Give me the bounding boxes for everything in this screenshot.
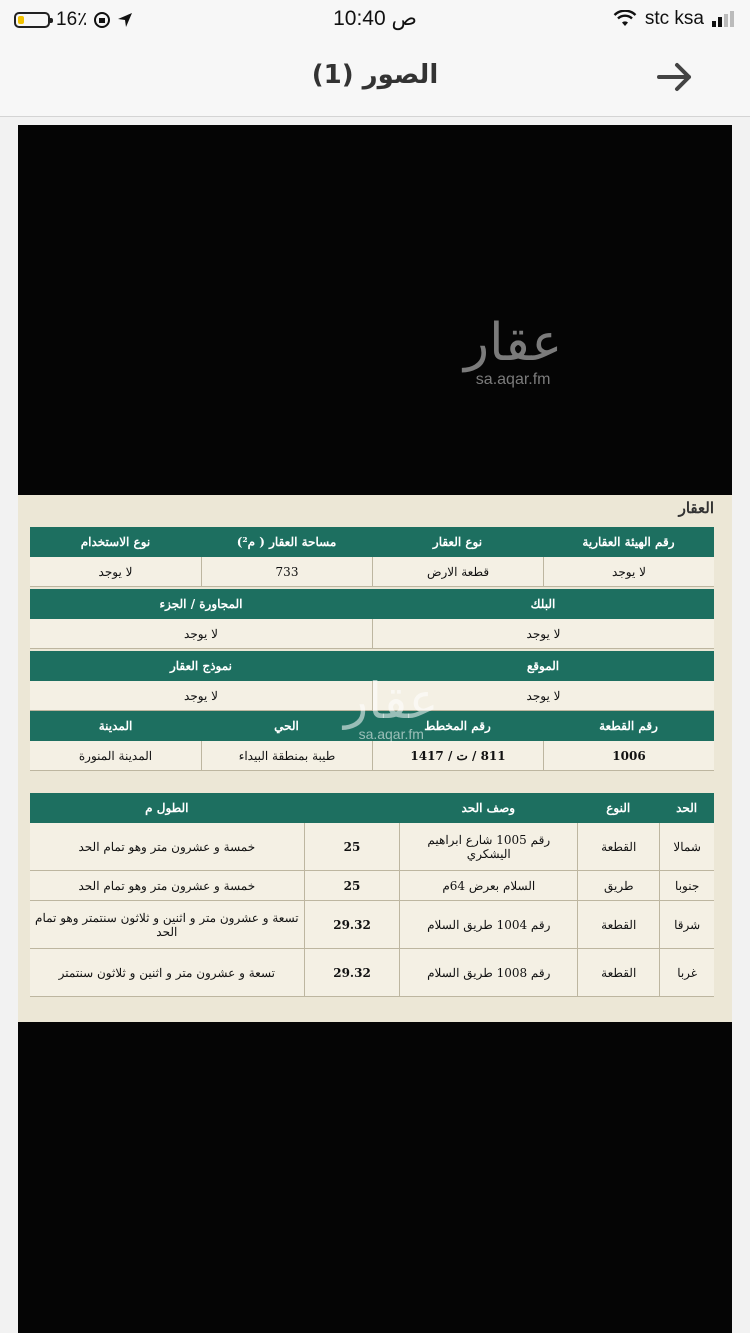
carrier-name: stc ksa <box>644 8 704 29</box>
navigation-bar <box>0 40 750 117</box>
table-row <box>30 557 714 587</box>
table-row <box>30 949 714 997</box>
battery-percent: 16٪ <box>56 9 88 30</box>
watermark-url: sa.aqar.fm <box>358 726 424 742</box>
status-bar <box>0 0 750 40</box>
value-cell: 25 <box>304 823 400 871</box>
document-title: العقار <box>678 499 714 517</box>
header-cell: النوع <box>606 801 631 815</box>
block-table <box>30 589 714 649</box>
header-cell: البلك <box>530 597 556 611</box>
value-cell: 1006 <box>543 741 714 771</box>
value-cell: قطعة الارض <box>372 557 543 587</box>
watermark-url: sa.aqar.fm <box>475 371 551 388</box>
header-cell: نوع الاستخدام <box>80 535 151 549</box>
value-cell: لا يوجد <box>30 681 372 711</box>
value-cell: 733 <box>201 557 372 587</box>
header-cell: نموذج العقار <box>169 659 233 673</box>
table-row <box>30 901 714 949</box>
table-header <box>30 589 714 619</box>
value-cell: طيبة بمنطقة البيداء <box>201 741 372 771</box>
header-cell: الموقع <box>526 659 560 673</box>
value-cell: 25 <box>304 871 400 901</box>
arrow-right-icon <box>657 62 693 92</box>
header-cell: نوع العقار <box>432 535 483 549</box>
watermark-arabic: عقار <box>464 313 563 373</box>
header-cell: رقم المخطط <box>424 719 491 733</box>
value-cell: لا يوجد <box>543 557 714 587</box>
back-button[interactable] <box>652 54 698 100</box>
header-cell: الطول م <box>145 801 189 815</box>
table-row <box>30 823 714 871</box>
value-cell: شمالا <box>659 823 714 871</box>
value-cell: لا يوجد <box>372 681 714 711</box>
header-cell: مساحة العقار ( م²) <box>236 535 337 549</box>
status-right <box>613 8 736 30</box>
deed-document <box>18 495 732 1022</box>
value-cell: السلام بعرض 64م <box>399 871 577 901</box>
value-cell: جنوبا <box>659 871 714 901</box>
value-cell: طريق <box>577 871 659 901</box>
photo-viewer[interactable] <box>18 125 732 1333</box>
header-cell: وصف الحد <box>461 801 516 815</box>
value-cell: القطعة <box>577 823 659 871</box>
table-header <box>30 793 714 823</box>
header-cell: رقم الهيئة العقارية <box>582 535 675 549</box>
value-cell: خمسة و عشرون متر وهو تمام الحد <box>30 871 304 901</box>
table-row <box>30 619 714 649</box>
header-cell: الحي <box>274 719 299 733</box>
value-cell: تسعة و عشرون متر و اثنين و ثلاثون سنتمتر وهو تمام الحد <box>30 901 304 949</box>
value-cell: رقم 1008 طريق السلام <box>399 949 577 997</box>
table-header <box>30 527 714 557</box>
value-cell: لا يوجد <box>372 619 714 649</box>
value-cell: القطعة <box>577 949 659 997</box>
value-cell: رقم 1005 شارع ابراهيم اليشكري <box>399 823 577 871</box>
value-cell: رقم 1004 طريق السلام <box>399 901 577 949</box>
header-cell: المدينة <box>98 719 133 733</box>
header-cell: الحد <box>676 801 698 815</box>
value-cell: 811 / ت / 1417 <box>372 741 543 771</box>
watermark-arabic: عقار <box>344 672 439 730</box>
value-cell: تسعة و عشرون متر و اثنين و ثلاثون سنتمتر <box>30 949 304 997</box>
table-row <box>30 741 714 771</box>
header-cell: رقم القطعة <box>599 719 658 733</box>
value-cell: لا يوجد <box>30 619 372 649</box>
value-cell: شرقا <box>659 901 714 949</box>
value-cell: القطعة <box>577 901 659 949</box>
table-row <box>30 871 714 901</box>
signal-icon <box>712 11 736 27</box>
value-cell: المدينة المنورة <box>30 741 201 771</box>
page-title: الصور (1) <box>311 60 439 90</box>
value-cell: 29.32 <box>304 901 400 949</box>
value-cell: خمسة و عشرون متر وهو تمام الحد <box>30 823 304 871</box>
value-cell: 29.32 <box>304 949 400 997</box>
wifi-icon <box>613 10 637 28</box>
status-time: 10:40 ص <box>333 7 417 30</box>
value-cell: غربا <box>659 949 714 997</box>
boundaries-table <box>30 793 714 997</box>
value-cell: لا يوجد <box>30 557 201 587</box>
header-cell: المجاورة / الجزء <box>159 597 243 611</box>
watermark-overlay <box>344 672 439 742</box>
property-table <box>30 527 714 587</box>
watermark-logo <box>464 313 563 389</box>
